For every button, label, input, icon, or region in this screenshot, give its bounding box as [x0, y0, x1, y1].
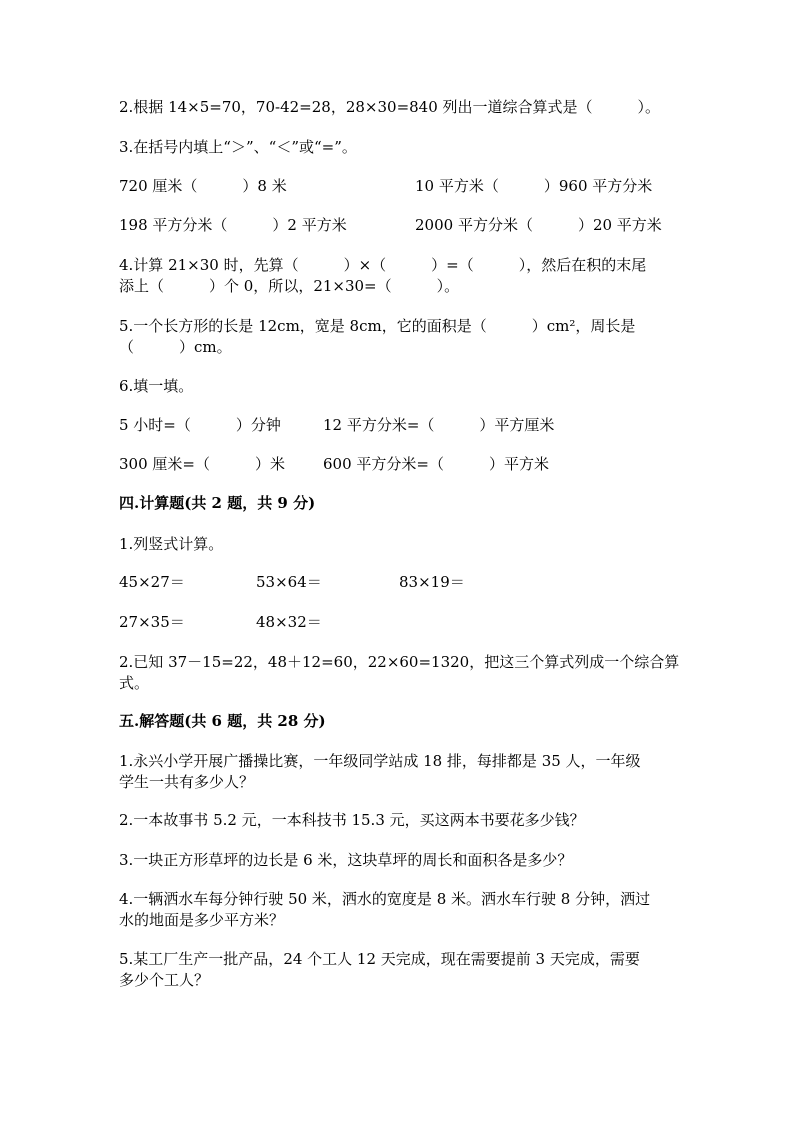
q6-item-1: 5 小时=（ ）分钟 — [119, 416, 281, 434]
s5-q4-line-1: 4.一辆洒水车每分钟行驶 50 米，洒水的宽度是 8 米。洒水车行驶 8 分钟，洒过 — [119, 890, 651, 908]
q4-line-1: 4.计算 21×30 时，先算（ ）×（ ）=（ ），然后在积的末尾 — [119, 256, 647, 274]
q2-text: 2.根据 14×5=70，70-42=28，28×30=840 列出一道综合算式是（ ）。 — [119, 98, 661, 116]
q3-item-4: 2000 平方分米（ ）20 平方米 — [415, 216, 662, 234]
q6-item-2: 12 平方分米=（ ）平方厘米 — [323, 416, 555, 434]
q3-prompt: 3.在括号内填上“＞”、“＜”或“=”。 — [119, 138, 357, 156]
s5-q5-line-2: 多少个工人？ — [119, 971, 210, 989]
s4-q2-line-2: 式。 — [119, 674, 150, 692]
s4-calc-5: 48×32＝ — [256, 613, 322, 631]
s4-calc-4: 27×35＝ — [119, 613, 185, 631]
q3-item-3: 198 平方分米（ ）2 平方米 — [119, 216, 347, 234]
q4-line-2: 添上（ ）个 0，所以，21×30=（ ）。 — [119, 277, 460, 295]
s5-q1-line-1: 1.永兴小学开展广播操比赛，一年级同学站成 18 排，每排都是 35 人，一年级 — [119, 752, 641, 770]
q3-item-2: 10 平方米（ ）960 平方分米 — [415, 177, 653, 195]
s5-q2: 2.一本故事书 5.2 元，一本科技书 15.3 元，买这两本书要花多少钱？ — [119, 811, 585, 829]
s4-calc-1: 45×27＝ — [119, 573, 185, 591]
s4-q2-line-1: 2.已知 37－15=22，48＋12=60，22×60=1320，把这三个算式列成一个综合算 — [119, 653, 680, 671]
q6-item-3: 300 厘米=（ ）米 — [119, 455, 285, 473]
s5-q3: 3.一块正方形草坪的边长是 6 米，这块草坪的周长和面积各是多少？ — [119, 851, 573, 869]
q6-item-4: 600 平方分米=（ ）平方米 — [323, 455, 549, 473]
s5-q4-line-2: 水的地面是多少平方米？ — [119, 911, 285, 929]
s5-q1-line-2: 学生一共有多少人？ — [119, 773, 255, 791]
q5-line-2: （ ）cm。 — [119, 338, 232, 356]
s4-calc-2: 53×64＝ — [256, 573, 322, 591]
q3-item-1: 720 厘米（ ）8 米 — [119, 177, 287, 195]
s5-q5-line-1: 5.某工厂生产一批产品，24 个工人 12 天完成，现在需要提前 3 天完成，需要 — [119, 950, 640, 968]
s4-q1-prompt: 1.列竖式计算。 — [119, 535, 224, 553]
section-5-title: 五.解答题(共 6 题，共 28 分) — [119, 712, 326, 730]
section-4-title: 四.计算题(共 2 题，共 9 分) — [119, 494, 316, 512]
s4-calc-3: 83×19＝ — [399, 573, 465, 591]
q5-line-1: 5.一个长方形的长是 12cm，宽是 8cm，它的面积是（ ）cm²，周长是 — [119, 317, 636, 335]
q6-prompt: 6.填一填。 — [119, 377, 194, 395]
